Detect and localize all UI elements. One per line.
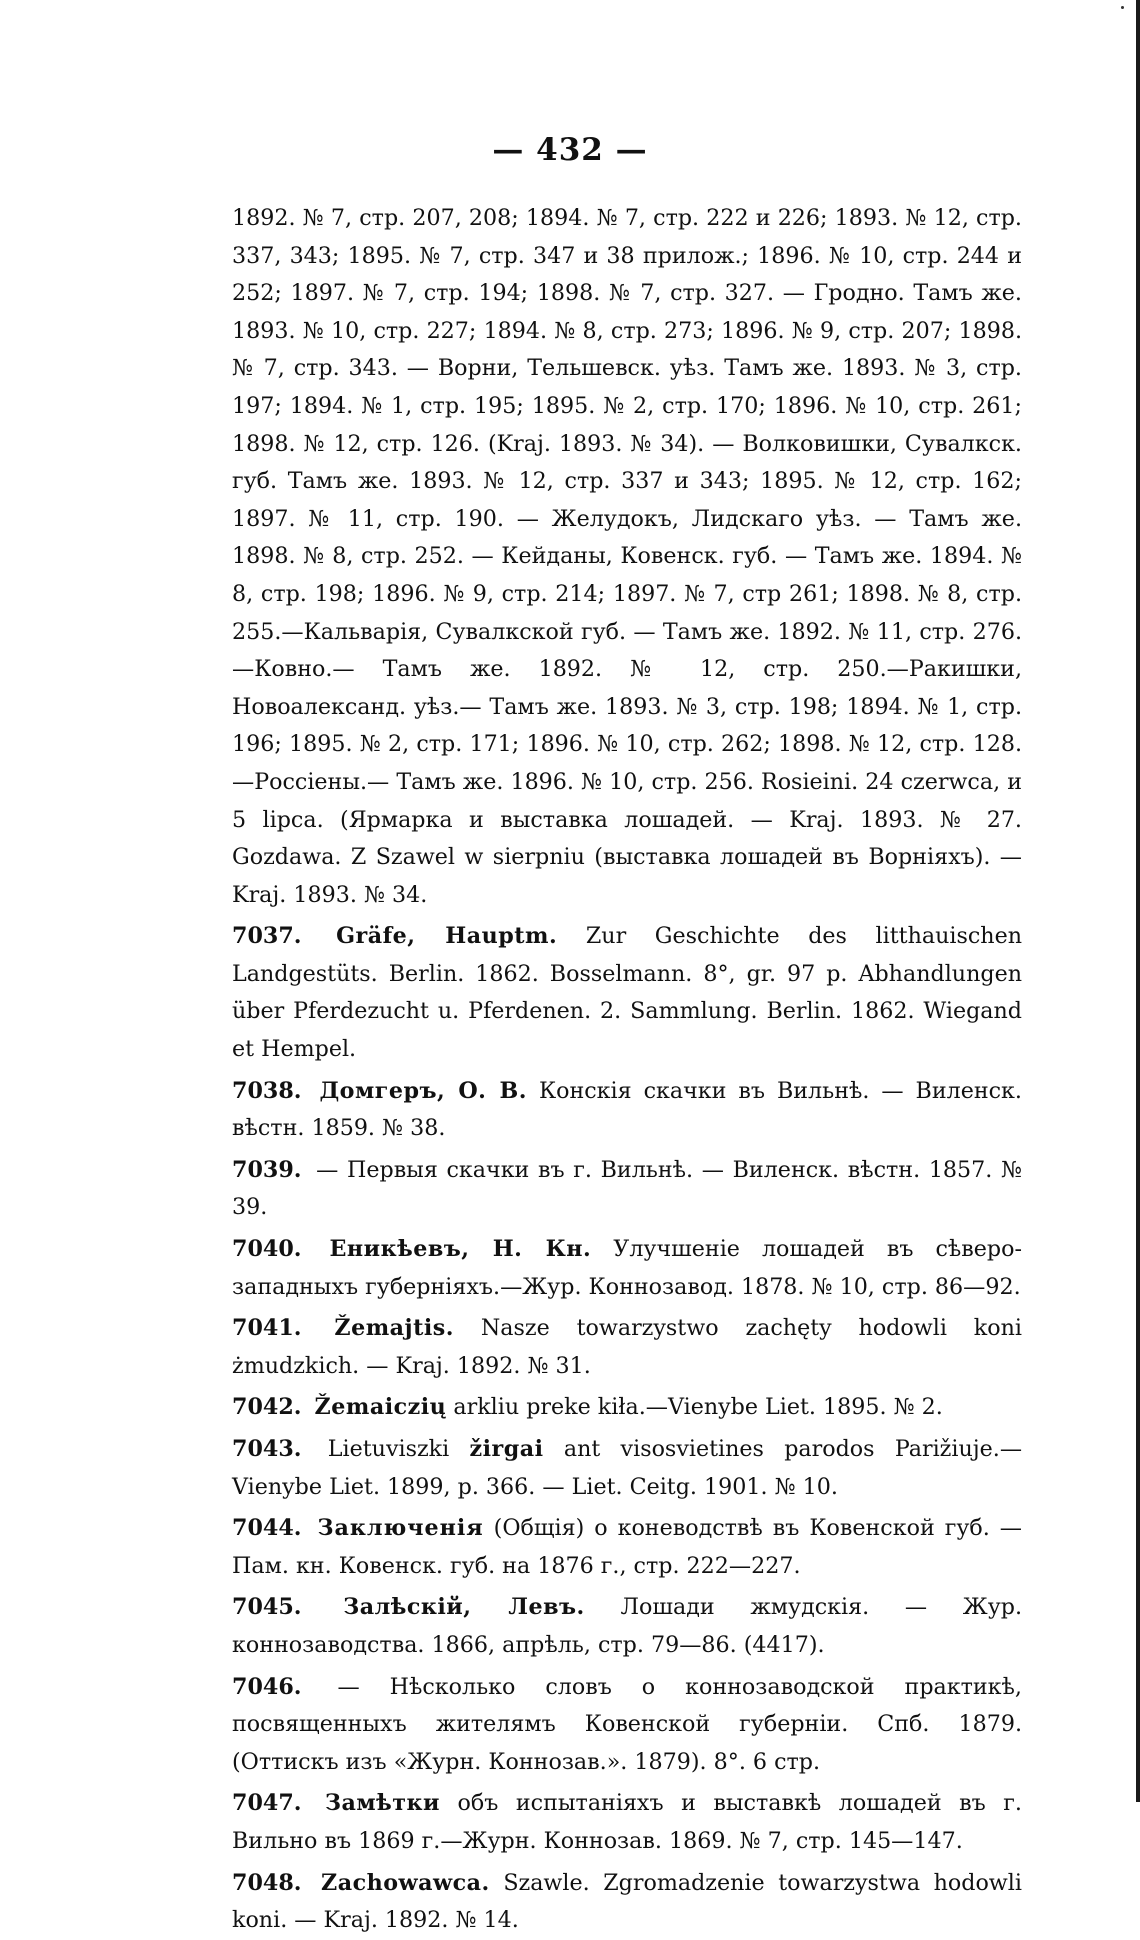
entry-text: Zur Geschichte des litthauischen Landgestüts. Berlin. 1862. Bosselmann. 8°, gr. 97 p. Abhandlungen über Pferdezucht u. Pferdenen. 2. Sammlung. Berlin. 1862. Wiegand et Hempel.	[232, 923, 1022, 1063]
entry-text: объ испытаніяхъ и выставкѣ лошадей въ г. Вильно въ 1869 г.—Журн. Коннозав. 1869. № 7, стр. 145—147.	[232, 1790, 1022, 1854]
bibliography-text	[232, 200, 1022, 1940]
entry-number: 7047.	[232, 1790, 302, 1817]
entry-7042	[232, 1389, 1022, 1427]
entry-7046	[232, 1669, 1022, 1782]
entry-number: 7046.	[232, 1673, 302, 1700]
entry-7048	[232, 1865, 1022, 1940]
entry-text: Улучшеніе лошадей въ сѣверо-западныхъ губерніяхъ.—Жур. Коннозавод. 1878. № 10, стр. 86—92.	[232, 1236, 1022, 1300]
edge-mark	[1121, 6, 1124, 9]
entry-text: Nasze towarzystwo zachęty hodowli koni żmudzkich. — Kraj. 1892. № 31.	[232, 1315, 1022, 1379]
entry-number: 7040.	[232, 1236, 302, 1263]
entry-text: — Нѣсколько словъ о коннозаводской практикѣ, посвященныхъ жителямъ Ковенской губерніи. Спб. 1879. (Оттискъ изъ «Журн. Коннозав.». 1879). 8°. 6 стр.	[232, 1673, 1022, 1775]
entry-7044	[232, 1510, 1022, 1585]
page-edge	[1136, 0, 1140, 1802]
entry-author: Еникѣевъ, Н. Кн.	[329, 1236, 592, 1263]
entry-author: Домгеръ, О. В.	[319, 1077, 527, 1104]
entry-7043	[232, 1431, 1022, 1506]
entry-7047	[232, 1785, 1022, 1860]
entry-number: 7043.	[232, 1436, 302, 1462]
entry-number: 7041.	[232, 1315, 302, 1342]
entry-7038	[232, 1073, 1022, 1148]
entry-number: 7048.	[232, 1869, 302, 1896]
entry-number: 7038.	[232, 1077, 302, 1104]
entry-title: žirgai	[469, 1436, 544, 1462]
entry-text: Лошади жмудскія. — Жур. коннозаводства. 1866, апрѣль, стр. 79—86. (4417).	[232, 1594, 1023, 1658]
entry-title: Замѣтки	[325, 1790, 440, 1817]
entry-author: Žemajtis.	[334, 1315, 454, 1342]
entry-text: Конскія скачки въ Вильнѣ. — Виленск. вѣстн. 1859. № 38.	[232, 1077, 1022, 1142]
entry-author: Žemaiczių	[314, 1394, 447, 1421]
entry-number: 7045.	[232, 1594, 302, 1621]
entry-text: (Общія) о коневодствѣ въ Ковенской губ. — Пам. кн. Ковенск. губ. на 1876 г., стр. 222—227.	[232, 1515, 1022, 1579]
entry-7041	[232, 1310, 1022, 1385]
entry-number: 7042.	[232, 1394, 302, 1421]
entry-text: Szawle. Zgromadzenie towarzystwa hodowli koni. — Kraj. 1892. № 14.	[232, 1869, 1022, 1934]
entry-text: arkliu preke kiła.—Vienybe Liet. 1895. № 2.	[453, 1394, 943, 1421]
entry-title: Заключенія	[317, 1515, 484, 1542]
entry-text: — Первыя скачки въ г. Вильнѣ. — Виленск. вѣстн. 1857. № 39.	[232, 1156, 1022, 1221]
entry-author: Залѣскій, Левъ.	[343, 1594, 585, 1621]
entry-number: 7037.	[232, 923, 302, 950]
entry-7037	[232, 918, 1022, 1068]
entry-text: ant visosvietines parodos Parižiuje.— Vienybe Liet. 1899, p. 366. — Liet. Ceitg. 1901. № 10.	[232, 1436, 1023, 1500]
entry-number: 7044.	[232, 1515, 302, 1542]
continued-paragraph: 1892. № 7, стр. 207, 208; 1894. № 7, стр. 222 и 226; 1893. № 12, стр. 337, 343; 1895. № 7, стр. 347 и 38 прилож.; 1896. № 10, стр. 244 и 252; 1897. № 7, стр. 194; 1898. № 7, стр. 327. — Гродно. Тамъ же. 1893. № 10, стр. 227; 1894. № 8, стр. 273; 1896. № 9, стр. 207; 1898. № 7, стр. 343. — Ворни, Тельшевск. уѣз. Тамъ же. 1893. № 3, стр. 197; 1894. № 1, стр. 195; 1895. № 2, стр. 170; 1896. № 10, стр. 261; 1898. № 12, стр. 126. (Kraj. 1893. № 34). — Волковишки, Сувалкск. губ. Тамъ же. 1893. № 12, стр. 337 и 343; 1895. № 12, стр. 162; 1897. № 11, стр. 190. — Желудокъ, Лидскаго уѣз. — Тамъ же. 1898. № 8, стр. 252. — Кейданы, Ковенск. губ. — Тамъ же. 1894. № 8, стр. 198; 1896. № 9, стр. 214; 1897. № 7, стр 261; 1898. № 8, стр. 255.—Кальварія, Сувалкской губ. — Тамъ же. 1892. № 11, стр. 276.—Ковно.— Тамъ же. 1892. № 12, стр. 250.—Ракишки, Новоалександ. уѣз.— Тамъ же. 1893. № 3, стр. 198; 1894. № 1, стр. 196; 1895. № 2, стр. 171; 1896. № 10, стр. 262; 1898. № 12, стр. 128.—Россіены.— Тамъ же. 1896. № 10, стр. 256. Rosieini. 24 czerwca, и 5 lipca. (Ярмарка и выставка лошадей. — Kraj. 1893. № 27. Gozdawa. Z Szawel w sierpniu (выставка лошадей въ Ворніяхъ). — Kraj. 1893. № 34.	[232, 205, 1022, 908]
entry-7040	[232, 1231, 1022, 1306]
entry-text-before: Lietuviszki	[327, 1436, 450, 1462]
entry-7039	[232, 1152, 1022, 1227]
entry-number: 7039.	[232, 1156, 302, 1183]
entry-author: Gräfe, Hauptm.	[336, 923, 558, 950]
page-number: — 432 —	[492, 132, 648, 168]
entry-author: Zachowawca.	[321, 1869, 490, 1896]
entry-7045	[232, 1589, 1022, 1664]
